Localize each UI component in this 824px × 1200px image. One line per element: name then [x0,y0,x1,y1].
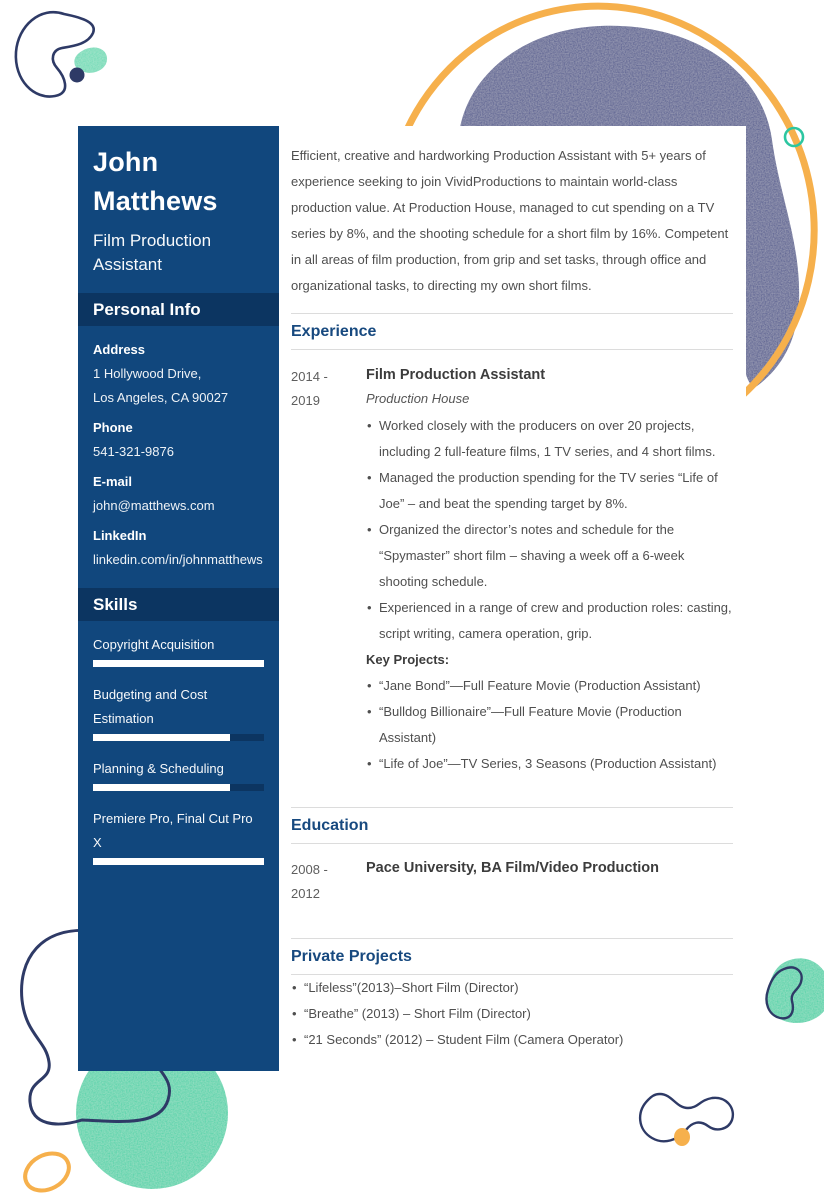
person-name: John Matthews [93,147,218,216]
skill-bar-fill [93,784,230,791]
info-group-address [93,338,264,410]
section-education [291,807,733,924]
section-experience [291,313,733,793]
section-private-projects [291,938,733,1053]
summary-paragraph: Efficient, creative and hardworking Production Assistant with 5+ years of experience seeking to join VividProductions to maintain world-class production value. At Production House, managed to cut spending on a TV series by 8%, and the shooting schedule for a short film by 16%. Competent in all areas of film production, from grip and set tasks, through office and organizational tasks, to directing my own short films. [291,148,729,293]
navy-dot [70,68,85,83]
skill-bar-track [93,784,264,791]
bullet-item: • “Breathe” (2013) – Short Film (Director) [291,1001,733,1027]
entry-body [366,856,733,906]
experience-entry [291,350,733,793]
info-value: linkedin.com/in/johnmatthews [93,552,263,567]
skill-bar-fill [93,734,230,741]
yellow-oval-ring [19,1146,76,1198]
date-end: 2012 [291,886,320,901]
info-value: 1 Hollywood Drive, [93,366,202,381]
skill-bar-track [93,660,264,667]
info-value: Los Angeles, CA 90027 [93,390,229,405]
info-label: LinkedIn [93,528,147,543]
experience-bullets [366,413,733,647]
info-group-phone [93,416,264,464]
skill-item [93,807,264,865]
section-heading: Private Projects [291,939,733,975]
education-entry [291,844,733,924]
skill-bar-track [93,858,264,865]
key-projects-list [366,673,733,777]
entry-body [366,363,733,777]
bullet-item: • “Jane Bond”—Full Feature Movie (Production Assistant) [366,673,733,699]
info-label: E-mail [93,474,133,489]
bullet-item: • “Life of Joe”—TV Series, 3 Seasons (Production Assistant) [366,751,733,777]
date-start: 2014 - [291,369,328,384]
entry-dates [291,363,366,777]
skill-label: Premiere Pro, Final Cut Pro X [93,811,253,850]
bullet-item: • “Lifeless”(2013)–Short Film (Director) [291,975,733,1001]
date-start: 2008 - [291,862,328,877]
info-label: Phone [93,420,133,435]
skills-list [78,621,279,865]
skill-bar-fill [93,858,264,865]
bullet-item: • Organized the director’s notes and schedule for the “Spymaster” short film – shaving a week off a 6-week shooting schedule. [366,517,733,595]
bullet-item: • Managed the production spending for the TV series “Life of Joe” – and beat the spending target by 8%. [366,465,733,517]
info-group-linkedin [93,524,264,572]
personal-info-header: Personal Info [78,293,279,326]
private-projects-list [291,975,733,1053]
job-title: Film Production Assistant [366,367,546,383]
skill-bar-fill [93,660,264,667]
company-name: Production House [366,391,470,406]
section-heading: Experience [291,314,733,350]
skill-label: Copyright Acquisition [93,637,215,652]
key-projects-label: Key Projects: [366,652,450,667]
resume-page [78,126,746,1071]
section-heading: Education [291,808,733,844]
yellow-dot [674,1128,690,1146]
bullet-item: • Experienced in a range of crew and production roles: casting, script writing, camera operation, grip. [366,595,733,647]
skill-label: Planning & Scheduling [93,761,224,776]
sidebar [78,126,279,1071]
date-end: 2019 [291,393,320,408]
info-value: 541-321-9876 [93,444,174,459]
info-group-email [93,470,264,518]
degree-title: Pace University, BA Film/Video Production [366,860,660,876]
skill-bar-track [93,734,264,741]
entry-dates [291,856,366,906]
bullet-item: • Worked closely with the producers on over 20 projects, including 2 full-feature films, 1 TV series, and 4 short films. [366,413,733,465]
skill-label: Budgeting and Cost Estimation [93,687,208,726]
bullet-item: • “21 Seconds” (2012) – Student Film (Camera Operator) [291,1027,733,1053]
info-label: Address [93,342,146,357]
info-value: john@matthews.com [93,498,215,513]
skill-item [93,633,264,667]
skill-item [93,757,264,791]
main-column [291,126,733,1053]
bullet-item: • “Bulldog Billionaire”—Full Feature Movie (Production Assistant) [366,699,733,751]
personal-info-list [78,326,279,572]
skill-item [93,683,264,741]
skills-header: Skills [78,588,279,621]
person-job-title: Film Production Assistant [93,231,212,274]
